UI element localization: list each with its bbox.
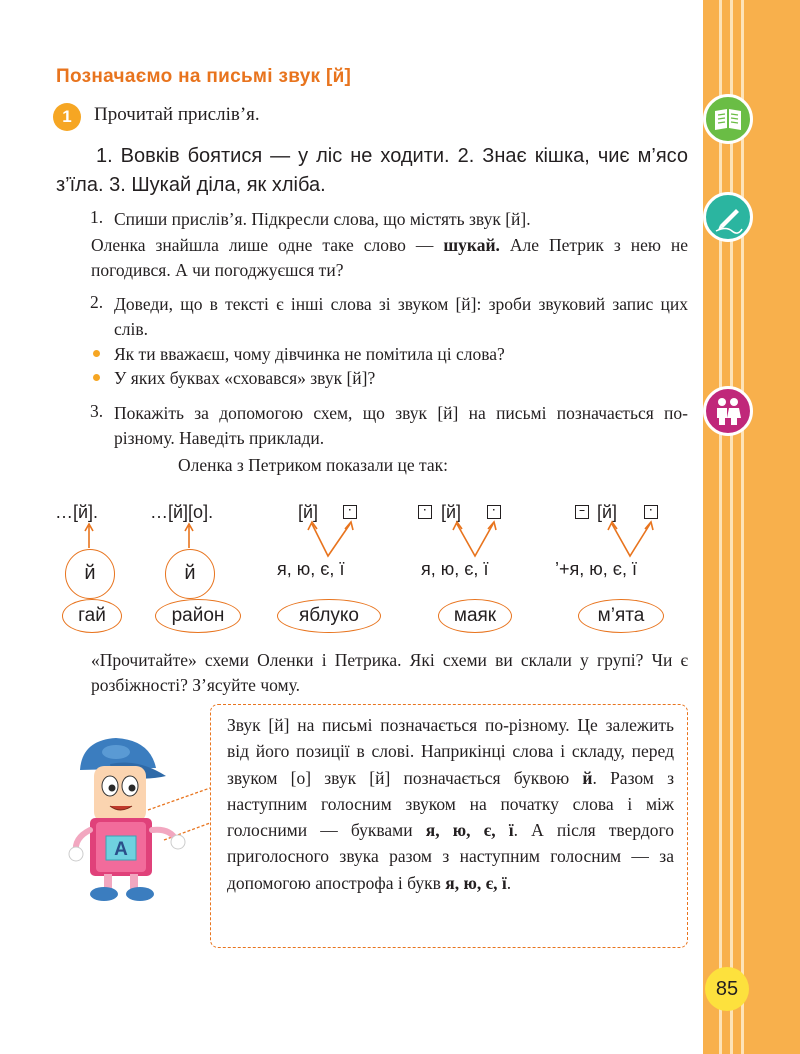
question-1-number: 1.	[90, 207, 104, 227]
word-oval-3: яблуко	[277, 599, 381, 633]
question-3-number: 3.	[90, 401, 104, 421]
task-number-badge: 1	[53, 103, 81, 131]
scheme-5-box: ·	[644, 505, 658, 519]
margin-stripe	[719, 0, 722, 1054]
scheme-4-letters: я, ю, є, ї	[421, 559, 489, 579]
word-shukai: шукай.	[443, 235, 500, 255]
question-2-bullet-2: У яких буквах «сховався» звук [й]?	[114, 368, 376, 388]
scheme-1: …[й].	[55, 502, 99, 522]
scheme-4-box: ·	[487, 505, 501, 519]
pen-icon	[703, 192, 753, 242]
rule-text: Звук [й] на письмі позначається по-різному. Це залежить від його позиції в слові. Наприкінці слова і складу, перед звуком [о] звук [й] позначається буквою й. Разом з наступним голосним звуком на початку слова і між голосними — буквами я, ю, є, ї. А після твердого приголосного звука разом з наступним голосним — за допомогою апострофа і букв я, ю, є, ї.	[227, 715, 674, 893]
scheme-3-box: ·	[343, 505, 357, 519]
scheme-5-box-before: –	[575, 505, 589, 519]
mascot-letter: А	[114, 839, 128, 860]
question-1-continuation: Оленка знайшла лише одне таке слово — шукай. Але Петрик з нею не погодився. А чи погоджуєшся ти?	[91, 235, 689, 281]
margin-stripe	[730, 0, 733, 1054]
scheme-4: [й]	[441, 502, 462, 522]
mascot-book-character	[60, 718, 220, 908]
proverbs-text: 1. Вовків боятися — у ліс не ходити. 2. Знає кішка, чиє м’ясо з’їла. 3. Шукай діла, як хліба.	[56, 145, 688, 196]
question-2-bullet-1: Як ти вважаєш, чому дівчинка не помітила ці слова?	[114, 344, 505, 364]
page-margin-band	[703, 0, 800, 1054]
question-2-number: 2.	[90, 292, 104, 312]
scheme-4-box-before: ·	[418, 505, 432, 519]
letter-circle-1: й	[65, 549, 115, 599]
scheme-5: [й]	[597, 502, 618, 522]
book-icon	[703, 94, 753, 144]
page-number: 85	[705, 967, 749, 1011]
schemes-discussion-text: «Прочитайте» схеми Оленки і Петрика. Які схеми ви склали у групі? Чи є розбіжності? З’ясуйте чому.	[91, 650, 688, 696]
schemes-caption: Оленка з Петриком показали це так:	[178, 455, 448, 475]
scheme-5-letters: ’+я, ю, є, ї	[555, 559, 637, 579]
task-instruction: Прочитай прислів’я.	[94, 104, 260, 125]
scheme-2: …[й][о].	[150, 502, 214, 522]
word-oval-1: гай	[62, 599, 122, 633]
word-oval-2: район	[155, 599, 241, 633]
page-title: Позначаємо на письмі звук [й]	[56, 66, 352, 87]
margin-stripe	[741, 0, 744, 1054]
scheme-3: [й]	[298, 502, 319, 522]
question-2-text: Доведи, що в тексті є інші слова зі звуком [й]: зроби звуковий запис цих слів.	[114, 294, 688, 340]
pair-work-icon	[703, 386, 753, 436]
question-1-line: Спиши прислів’я. Підкресли слова, що містять звук [й].	[114, 209, 531, 229]
word-oval-4: маяк	[438, 599, 512, 633]
question-3-text: Покажіть за допомогою схем, що звук [й] на письмі позначається по-різному. Наведіть приклади.	[114, 403, 688, 449]
word-oval-5: м’ята	[578, 599, 664, 633]
letter-circle-2: й	[165, 549, 215, 599]
scheme-3-letters: я, ю, є, ї	[277, 559, 345, 579]
